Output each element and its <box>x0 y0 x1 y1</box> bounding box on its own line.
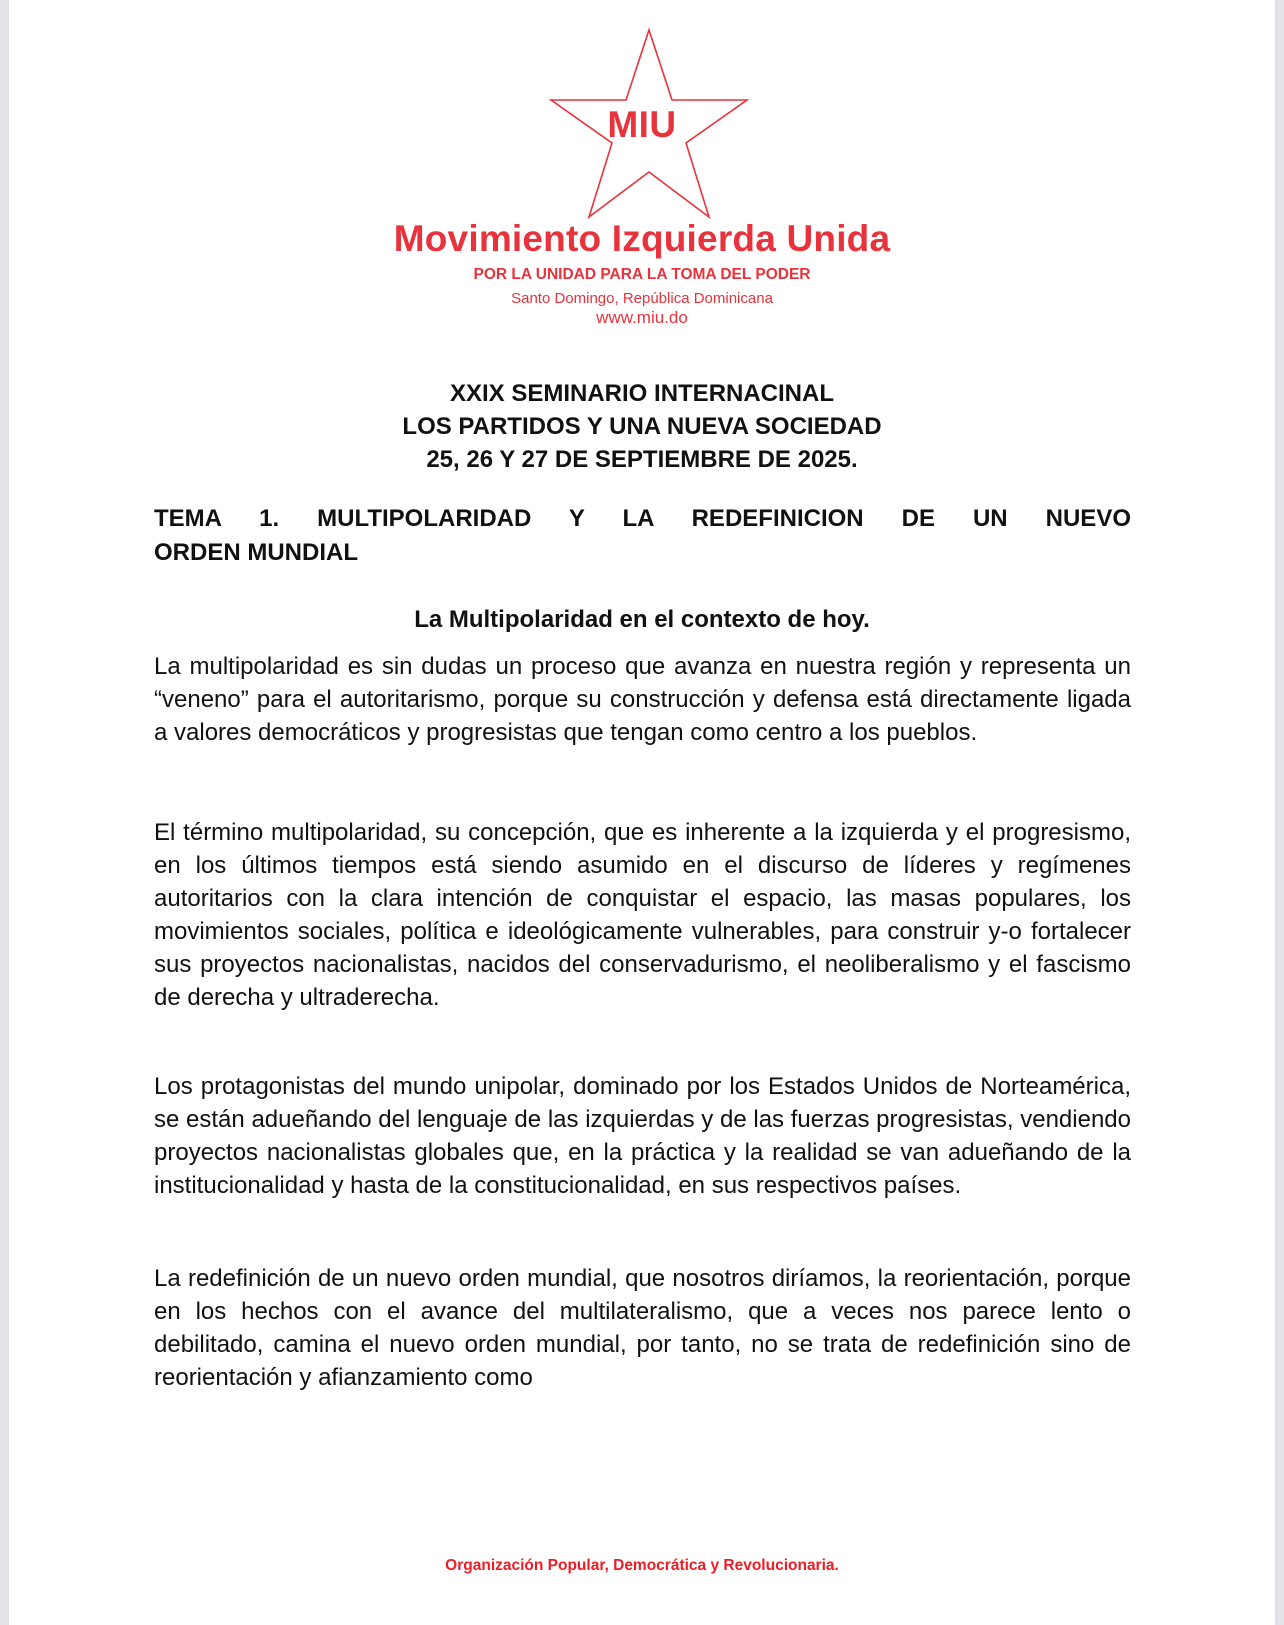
paragraph: El término multipolaridad, su concepción, que es inherente a la izquierda y el progresismo, en los últimos tiempos está siendo asumido en el discurso de líderes y regímenes autoritarios con la clara intención de conquistar el espacio, las masas populares, los movimientos sociales, política e ideológicamente vulnerables, para construir y-o fortalecer sus proyectos nacionalistas, nacidos del conservadurismo, el neoliberalismo y el fascismo de derecha y ultraderecha. <box>154 819 1131 1011</box>
document-page <box>9 0 1275 1625</box>
topic-heading-line-2: ORDEN MUNDIAL <box>154 539 358 566</box>
logo-text: MIU <box>607 104 677 145</box>
seminar-subtitle: LOS PARTIDOS Y UNA NUEVA SOCIEDAD <box>402 413 882 440</box>
organization-website: www.miu.do <box>596 308 688 327</box>
footer-tagline: Organización Popular, Democrática y Revolucionaria. <box>445 1557 839 1574</box>
topic-heading <box>154 502 1131 570</box>
seminar-dates: 25, 26 Y 27 DE SEPTIEMBRE DE 2025. <box>426 446 858 473</box>
organization-location: Santo Domingo, República Dominicana <box>511 290 773 307</box>
seminar-title: XXIX SEMINARIO INTERNACINAL <box>449 380 835 407</box>
paragraph: La multipolaridad es sin dudas un proceso que avanza en nuestra región y representa un “veneno” para el autoritarismo, porque su construcción y defensa está directamente ligada a valores democráticos y progresistas que tengan como centro a los pueblos. <box>154 653 1131 746</box>
organization-name: Movimiento Izquierda Unida <box>393 218 891 259</box>
section-subtitle: La Multipolaridad en el contexto de hoy. <box>414 606 870 633</box>
topic-heading-line-1: TEMA 1. MULTIPOLARIDAD Y LA REDEFINICION DE UN NUEVO <box>154 505 1131 532</box>
organization-slogan: POR LA UNIDAD PARA LA TOMA DEL PODER <box>473 266 811 283</box>
seminar-heading <box>9 377 1275 476</box>
paragraph: Los protagonistas del mundo unipolar, dominado por los Estados Unidos de Norteamérica, se están adueñando del lenguaje de las izquierdas y de las fuerzas progresistas, vendiendo proyectos nacionalistas globales que, en la práctica y la realidad se van adueñando de la institucionalidad y hasta de la constitucionalidad, en sus respectivos países. <box>154 1073 1131 1199</box>
paragraph: La redefinición de un nuevo orden mundial, que nosotros diríamos, la reorientación, porque en los hechos con el avance del multilateralismo, que a veces nos parece lento o debilitado, camina el nuevo orden mundial, por tanto, no se trata de redefinición sino de reorientación y afianzamiento como <box>154 1265 1131 1391</box>
